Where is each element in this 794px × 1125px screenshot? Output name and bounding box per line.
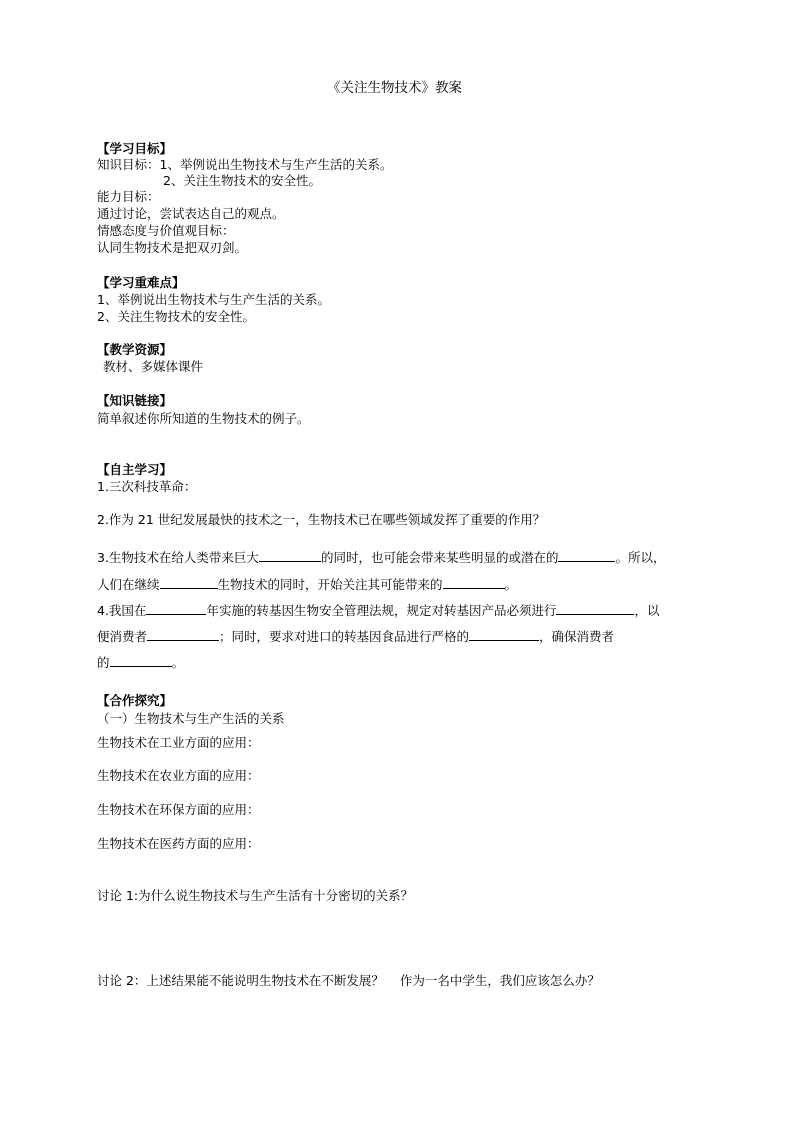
discussion-1: 讨论 1:为什么说生物技术与生产生活有十分密切的关系？: [97, 888, 414, 903]
emotion-text: 认同生物技术是把双刃剑。: [97, 240, 248, 255]
link-text: 简单叙述你所知道的生物技术的例子。: [97, 411, 310, 426]
agriculture-application: 生物技术在农业方面的应用：: [97, 768, 260, 783]
discussion-2: 讨论 2：上述结果能不能说明生物技术在不断发展？ 作为一名中学生，我们应该怎么办？: [97, 973, 600, 988]
key-point-1: 1、举例说出生物技术与生产生活的关系。: [97, 292, 330, 307]
resources-text: 教材、多媒体课件: [103, 359, 204, 374]
knowledge-label: 知识目标：: [97, 157, 160, 172]
answer-blank[interactable]: [110, 654, 172, 667]
medicine-application: 生物技术在医药方面的应用：: [97, 836, 260, 851]
goals-heading: 【学习目标】: [97, 141, 173, 156]
q4-text-b: 年实施的转基因生物安全管理法规，规定对转基因产品必须进行: [206, 603, 557, 618]
q3-text-b: 的同时，也可能会带来某些明显的或潜在的: [320, 550, 559, 565]
answer-blank[interactable]: [147, 628, 219, 641]
question-3-line-2: [97, 576, 517, 593]
q3-text-d: 人们在继续: [97, 577, 160, 592]
knowledge-goal-2: 2、关注生物技术的安全性。: [163, 173, 321, 188]
answer-blank[interactable]: [160, 576, 218, 589]
q4-text-e: ；同时，要求对进口的转基因食品进行严格的: [219, 629, 470, 644]
knowledge-goal-line: [97, 157, 392, 173]
q3-text-f: 。: [504, 577, 518, 592]
question-4-line-2: [97, 628, 614, 645]
cooperation-subheading: （一）生物技术与生产生活的关系: [97, 711, 285, 726]
q4-text-g: 的: [97, 655, 110, 670]
question-4-line-1: [97, 602, 659, 619]
q4-text-d: 便消费者: [97, 629, 148, 644]
key-point-2: 2、关注生物技术的安全性。: [97, 309, 255, 324]
knowledge-goal-1: 1、举例说出生物技术与生产生活的关系。: [159, 157, 393, 172]
answer-blank[interactable]: [556, 602, 634, 615]
q4-text-h: 。: [171, 655, 185, 670]
q3-text-c: 。所以，: [615, 550, 666, 565]
question-4-line-3: [97, 654, 184, 671]
question-3-line-1: [97, 549, 665, 566]
answer-blank[interactable]: [558, 549, 615, 562]
cooperation-heading: 【合作探究】: [97, 693, 173, 708]
q3-text-e: 生物技术的同时，开始关注其可能带来的: [217, 577, 443, 592]
link-heading: 【知识链接】: [97, 393, 173, 408]
q4-text-f: ，确保消费者: [539, 629, 615, 644]
ability-text: 通过讨论，尝试表达自己的观点。: [97, 206, 285, 221]
answer-blank[interactable]: [146, 602, 206, 615]
ability-label: 能力目标：: [97, 189, 160, 204]
q4-text-c: ，以: [634, 603, 660, 618]
self-study-heading: 【自主学习】: [97, 462, 173, 477]
key-points-heading: 【学习重难点】: [97, 275, 185, 290]
document-title: 《关注生物技术》教案: [327, 80, 462, 96]
emotion-label: 情感态度与价值观目标：: [97, 223, 235, 238]
answer-blank[interactable]: [443, 576, 505, 589]
environment-application: 生物技术在环保方面的应用：: [97, 802, 260, 817]
question-1: 1.三次科技革命：: [97, 479, 197, 494]
industry-application: 生物技术在工业方面的应用：: [97, 735, 260, 750]
q4-text-a: 4.我国在: [97, 603, 147, 618]
q3-text-a: 3.生物技术在给人类带来巨大: [97, 550, 259, 565]
question-2: 2.作为 21 世纪发展最快的技术之一，生物技术已在哪些领域发挥了重要的作用？: [97, 512, 546, 527]
answer-blank[interactable]: [259, 549, 321, 562]
answer-blank[interactable]: [469, 628, 539, 641]
resources-heading: 【教学资源】: [97, 342, 173, 357]
